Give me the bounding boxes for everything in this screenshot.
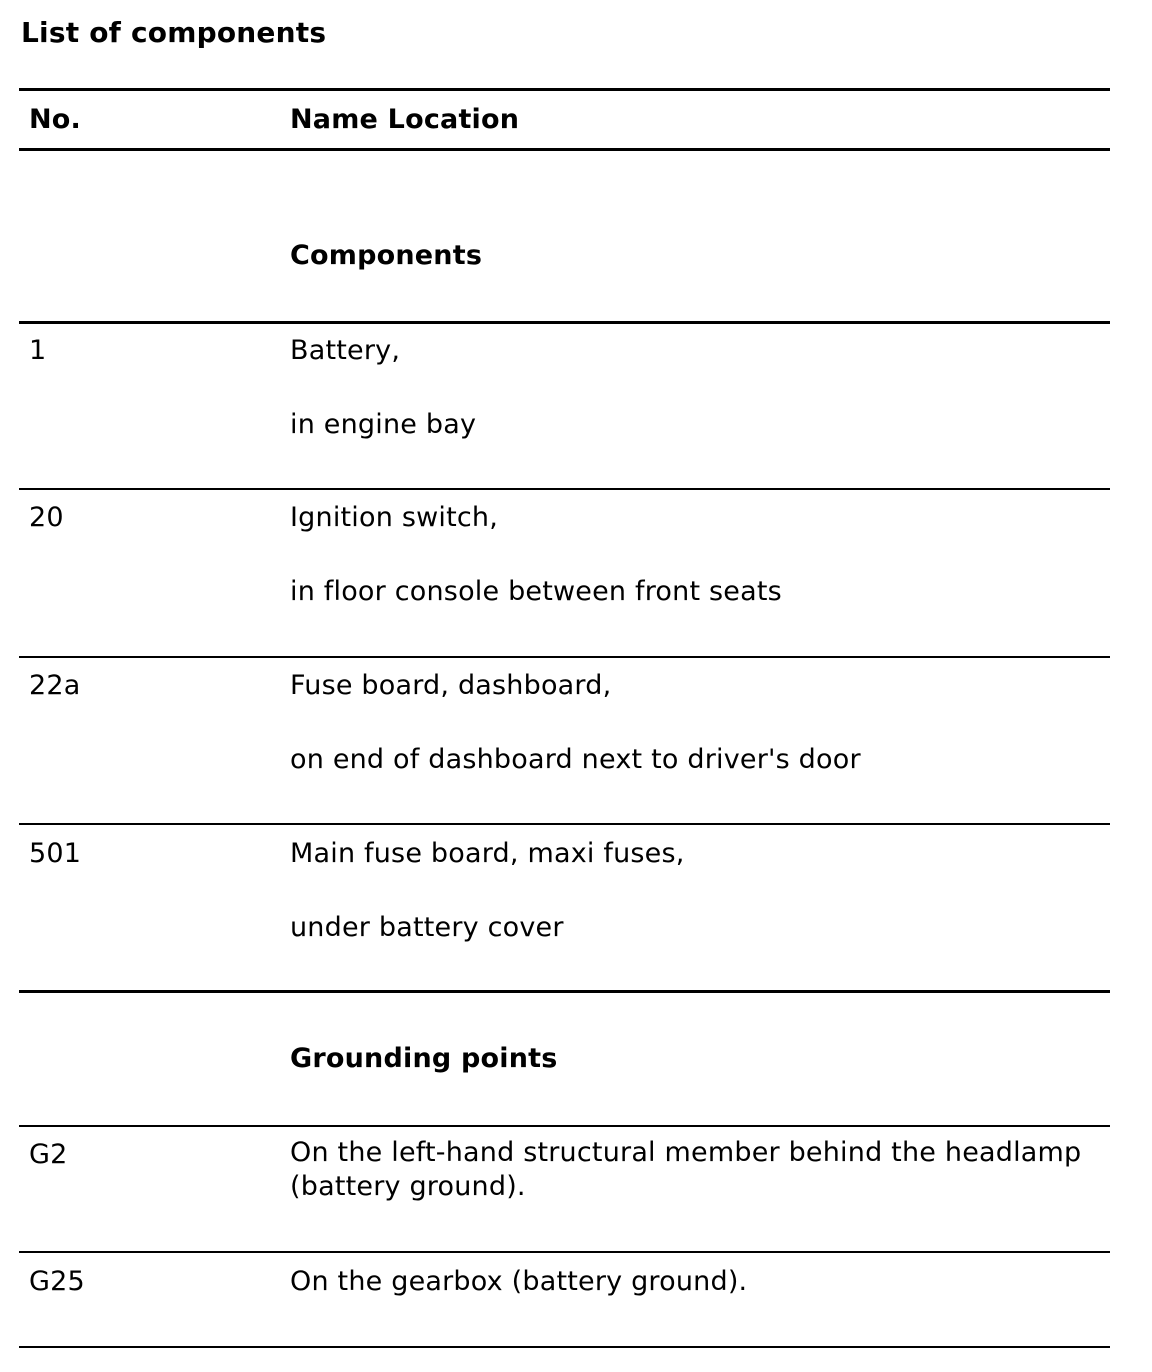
- row-name: Main fuse board, maxi fuses,: [290, 838, 685, 869]
- row-description: On the left-hand structural member behind the headlamp (battery ground).: [290, 1137, 1082, 1202]
- row-location: in floor console between front seats: [290, 576, 782, 607]
- row-divider: [19, 488, 1110, 490]
- row-name: Battery,: [290, 335, 401, 366]
- column-header-name-location: Name Location: [290, 104, 520, 135]
- row-divider: [19, 823, 1110, 825]
- row-description: On the gearbox (battery ground).: [290, 1266, 748, 1297]
- section-heading-components: Components: [290, 240, 483, 271]
- row-location: in engine bay: [290, 409, 477, 440]
- section-end-rule: [19, 990, 1110, 993]
- section-rule: [19, 321, 1110, 324]
- page-title: List of components: [21, 16, 327, 49]
- row-name: Ignition switch,: [290, 502, 498, 533]
- row-name: Fuse board, dashboard,: [290, 670, 612, 701]
- table-top-rule: [19, 88, 1110, 91]
- row-location: on end of dashboard next to driver's door: [290, 744, 861, 775]
- section-rule: [19, 1125, 1110, 1127]
- row-divider: [19, 656, 1110, 658]
- table-bottom-rule: [19, 1346, 1110, 1348]
- header-bottom-rule: [19, 148, 1110, 151]
- row-number: G2: [29, 1139, 68, 1170]
- row-number: 20: [29, 502, 64, 533]
- section-heading-grounding-points: Grounding points: [290, 1043, 558, 1074]
- row-divider: [19, 1251, 1110, 1253]
- row-location: under battery cover: [290, 912, 564, 943]
- row-number: 501: [29, 838, 82, 869]
- column-header-no: No.: [29, 104, 82, 135]
- row-number: G25: [29, 1266, 85, 1297]
- row-number: 1: [29, 335, 47, 366]
- row-number: 22a: [29, 670, 81, 701]
